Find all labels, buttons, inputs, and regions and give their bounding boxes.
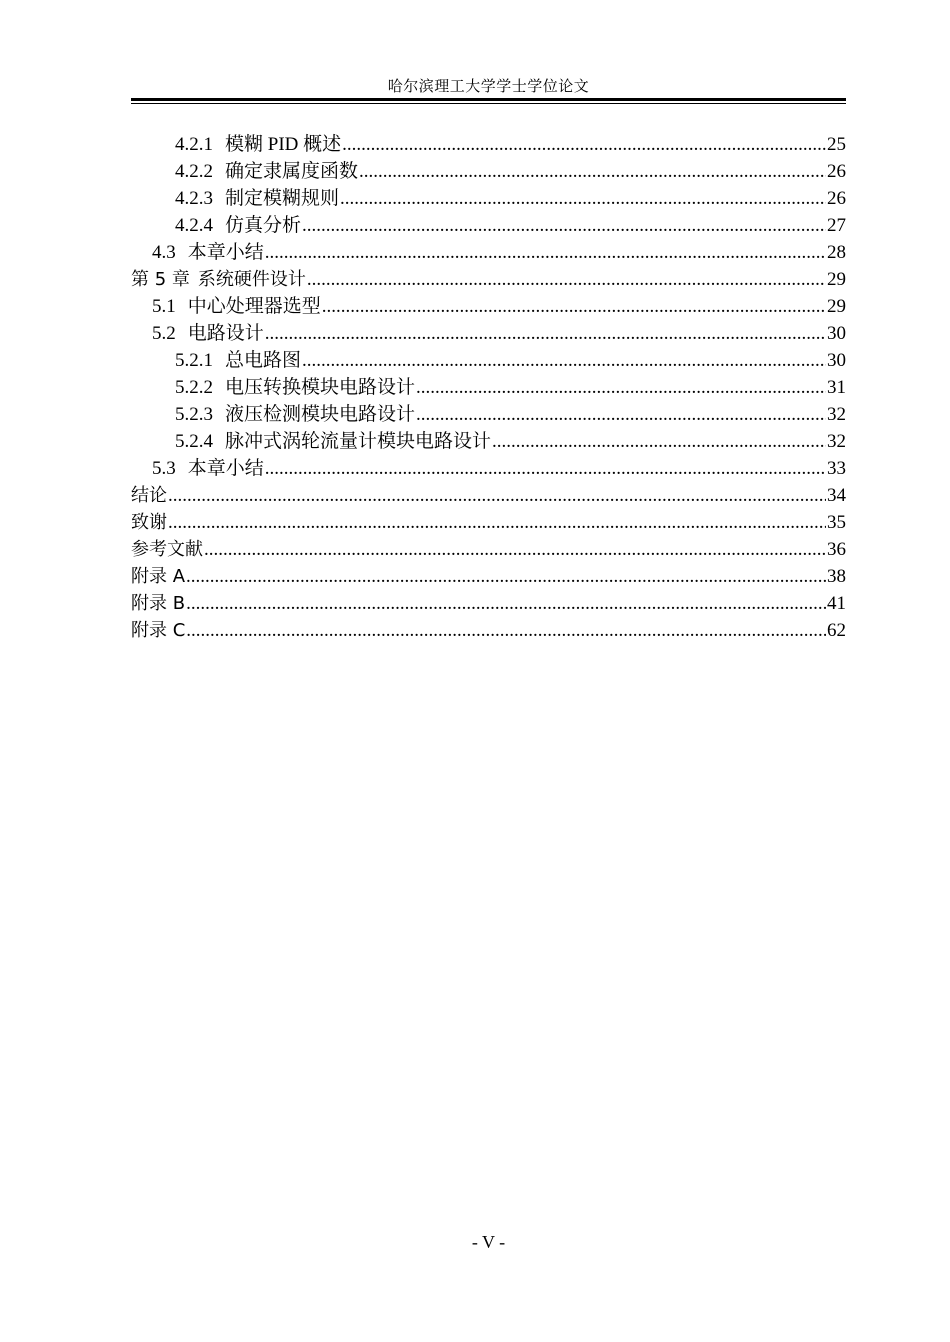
toc-entry-number: 4.2.1 xyxy=(175,134,213,155)
toc-dot-leader xyxy=(265,239,826,266)
toc-entry-page: 32 xyxy=(827,404,846,425)
toc-entry-title: 仿真分析 xyxy=(225,215,302,236)
table-of-contents xyxy=(131,131,846,644)
toc-entry-page: 30 xyxy=(827,350,846,371)
toc-entry-page: 41 xyxy=(827,593,846,614)
toc-dot-leader xyxy=(416,374,826,401)
toc-dot-leader xyxy=(265,455,826,482)
toc-dot-leader xyxy=(307,266,826,293)
toc-entry-page: 32 xyxy=(827,431,846,452)
toc-entry-number: 5.2.3 xyxy=(175,404,213,425)
toc-entry-number: 4.3 xyxy=(152,242,176,263)
toc-dot-leader xyxy=(342,131,826,158)
toc-entry-title: 参考文献 xyxy=(131,539,203,560)
toc-dot-leader xyxy=(492,428,826,455)
toc-entry[interactable] xyxy=(131,455,846,482)
toc-entry-title: 脉冲式涡轮流量计模块电路设计 xyxy=(225,431,492,452)
toc-entry-title: 附录 B xyxy=(131,593,186,614)
toc-entry[interactable] xyxy=(131,374,846,401)
toc-entry[interactable] xyxy=(131,212,846,239)
toc-dot-leader xyxy=(302,347,826,374)
toc-entry[interactable] xyxy=(131,590,846,617)
toc-entry-page: 26 xyxy=(827,161,846,182)
toc-entry[interactable] xyxy=(131,293,846,320)
toc-entry-number: 5.2.4 xyxy=(175,431,213,452)
toc-dot-leader xyxy=(204,536,826,563)
toc-entry-title: 制定模糊规则 xyxy=(225,188,340,209)
toc-entry-number: 5.3 xyxy=(152,458,176,479)
page-number: - V - xyxy=(471,1232,506,1252)
running-header-title: 哈尔滨理工大学学士学位论文 xyxy=(387,79,590,95)
toc-entry[interactable] xyxy=(131,563,846,590)
toc-entry-number: 5.2.1 xyxy=(175,350,213,371)
toc-entry-page: 33 xyxy=(827,458,846,479)
toc-entry-page: 35 xyxy=(827,512,846,533)
toc-entry[interactable] xyxy=(131,239,846,266)
toc-entry[interactable] xyxy=(131,536,846,563)
toc-entry-number: 5.2 xyxy=(152,323,176,344)
toc-entry[interactable] xyxy=(131,482,846,509)
toc-dot-leader xyxy=(186,617,826,644)
toc-entry-page: 28 xyxy=(827,242,846,263)
toc-entry-title: 总电路图 xyxy=(225,350,302,371)
toc-dot-leader xyxy=(265,320,826,347)
toc-entry-number: 4.2.4 xyxy=(175,215,213,236)
toc-entry-page: 29 xyxy=(827,269,846,290)
toc-dot-leader xyxy=(340,185,826,212)
toc-dot-leader xyxy=(416,401,826,428)
toc-dot-leader xyxy=(302,212,826,239)
toc-entry[interactable] xyxy=(131,617,846,644)
toc-entry[interactable] xyxy=(131,185,846,212)
toc-entry-number: 第 5 章 xyxy=(131,269,190,290)
toc-entry-number: 5.1 xyxy=(152,296,176,317)
toc-entry-page: 29 xyxy=(827,296,846,317)
toc-entry-page: 34 xyxy=(827,485,846,506)
toc-entry-page: 25 xyxy=(827,134,846,155)
toc-entry-page: 62 xyxy=(827,620,846,641)
toc-dot-leader xyxy=(186,590,826,617)
toc-entry-page: 38 xyxy=(827,566,846,587)
toc-entry-title: 中心处理器选型 xyxy=(187,296,321,317)
toc-dot-leader xyxy=(186,563,826,590)
toc-entry[interactable] xyxy=(131,401,846,428)
toc-entry-page: 31 xyxy=(827,377,846,398)
toc-dot-leader xyxy=(322,293,826,320)
toc-entry-number: 5.2.2 xyxy=(175,377,213,398)
toc-dot-leader xyxy=(359,158,826,185)
toc-entry-title: 结论 xyxy=(131,485,167,506)
toc-entry[interactable] xyxy=(131,158,846,185)
toc-entry-title: 附录 C xyxy=(131,620,186,641)
toc-entry[interactable] xyxy=(131,347,846,374)
toc-dot-leader xyxy=(168,482,826,509)
toc-entry-title: 系统硬件设计 xyxy=(197,269,306,290)
toc-entry-title: 电路设计 xyxy=(187,323,264,344)
toc-entry-page: 30 xyxy=(827,323,846,344)
toc-entry[interactable] xyxy=(131,509,846,536)
toc-entry-title: 模糊 PID 概述 xyxy=(225,134,342,155)
toc-entry-page: 27 xyxy=(827,215,846,236)
header-rule-thin xyxy=(131,103,846,104)
toc-entry-title: 致谢 xyxy=(131,512,167,533)
toc-entry-title: 附录 A xyxy=(131,566,186,587)
toc-entry-title: 本章小结 xyxy=(187,242,264,263)
toc-entry-title: 本章小结 xyxy=(187,458,264,479)
toc-entry[interactable] xyxy=(131,266,846,293)
toc-entry-title: 确定隶属度函数 xyxy=(225,161,359,182)
toc-entry-page: 26 xyxy=(827,188,846,209)
header-rule-thick xyxy=(131,98,846,101)
toc-entry[interactable] xyxy=(131,320,846,347)
toc-dot-leader xyxy=(168,509,826,536)
toc-entry[interactable] xyxy=(131,131,846,158)
toc-entry-number: 4.2.2 xyxy=(175,161,213,182)
toc-entry[interactable] xyxy=(131,428,846,455)
toc-entry-title: 电压转换模块电路设计 xyxy=(225,377,416,398)
toc-entry-title: 液压检测模块电路设计 xyxy=(225,404,416,425)
toc-entry-number: 4.2.3 xyxy=(175,188,213,209)
toc-entry-page: 36 xyxy=(827,539,846,560)
